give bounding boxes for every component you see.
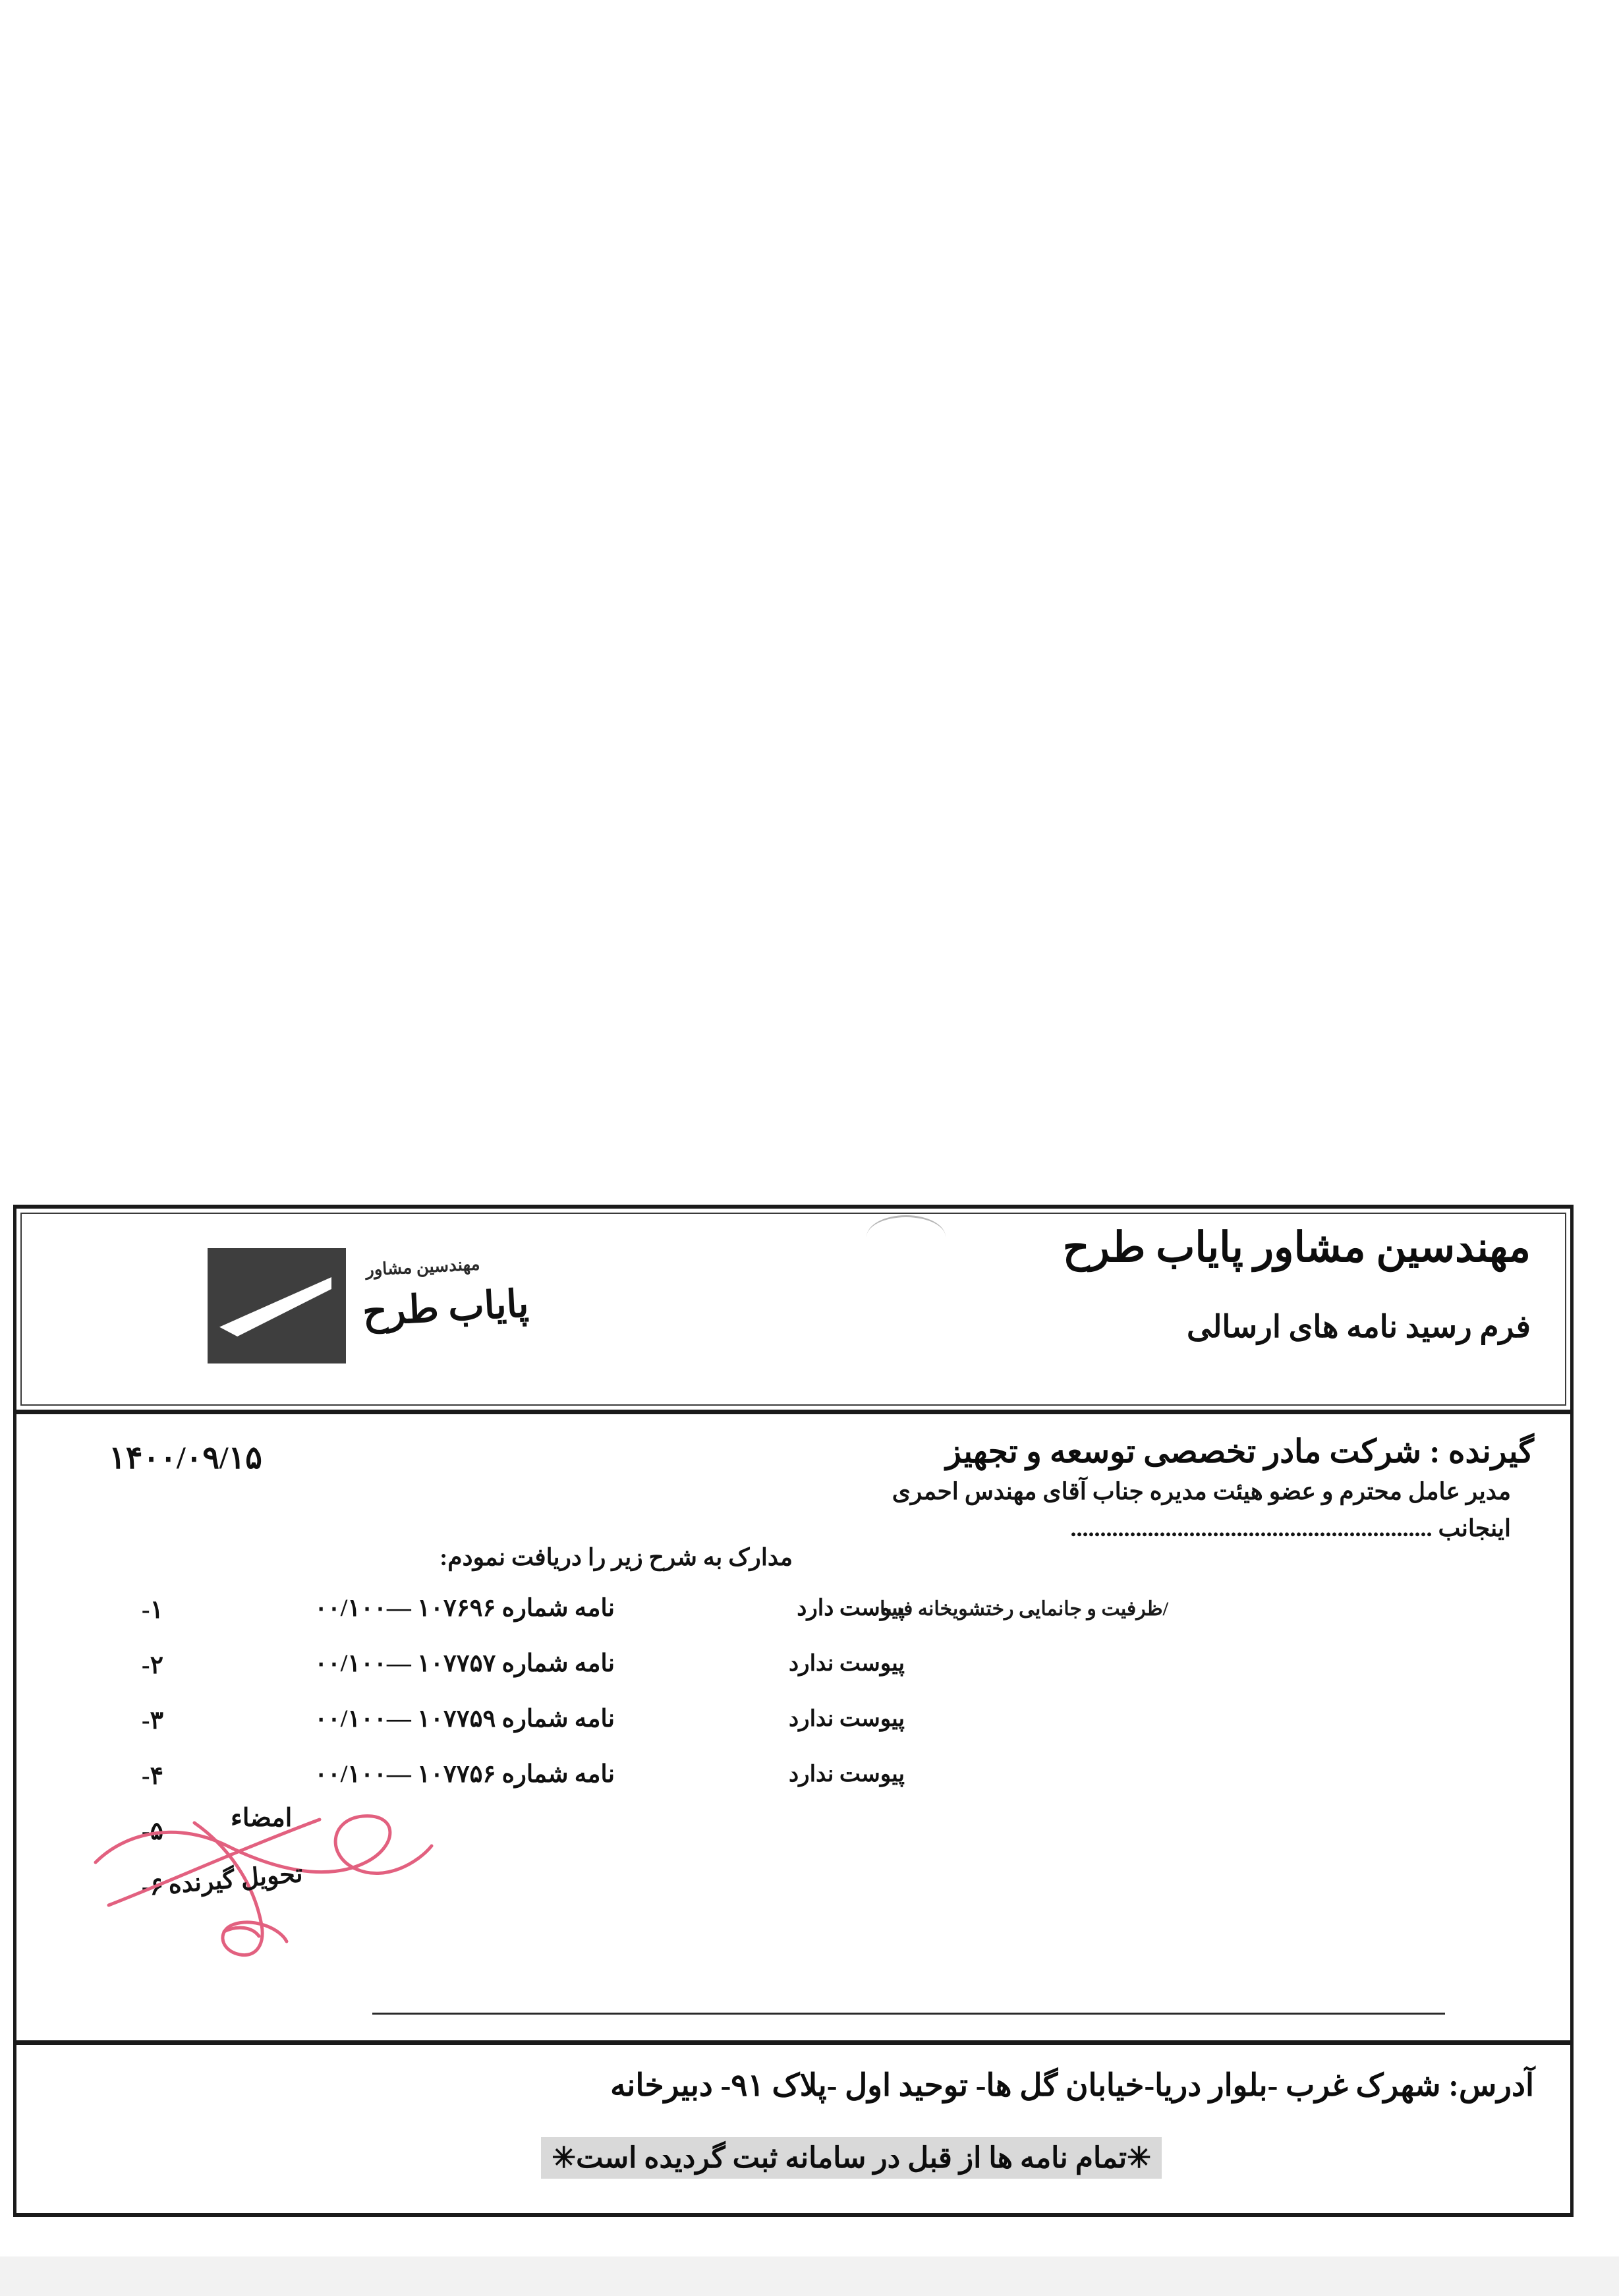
divider [372,2013,1445,2015]
item-attachment: پیوست ندارد [789,1762,905,1787]
form-footer [13,2040,1574,2217]
logo-text-big: پایاب طرح [361,1282,530,1334]
scan-edge-shadow [0,2256,1619,2296]
logo-mark-icon [208,1248,346,1363]
item-number: ۱- [141,1596,163,1624]
intro-line-secondary: مدارک به شرح زیر را دریافت نمودم: [440,1544,793,1570]
company-logo [168,1234,590,1372]
logo-text-small: مهندسین مشاور [365,1254,481,1280]
footer-address: آدرس: شهرک غرب -بلوار دریا-خیابان گل ها- توحید اول -پلاک ۹۱- دبیرخانه [610,2069,1534,2103]
company-title: مهندسین مشاور پایاب طرح [1062,1224,1531,1271]
receipt-form-sheet [13,1205,1574,2256]
item-letter-ref: نامه شماره ۱۰۷۶۹۶ —۰۰/۱۰۰ [314,1595,615,1622]
item-number: ۶- [141,1873,163,1901]
item-letter-ref: نامه شماره ۱۰۷۷۵۶ —۰۰/۱۰۰ [314,1761,615,1788]
item-note: /ظرفیت و جانمایی رختشویخانه فسا [880,1598,1168,1620]
signature-area [89,1796,497,1994]
list-item [10,1646,1570,1702]
item-attachment: پیوست ندارد [789,1707,905,1731]
item-letter-ref: نامه شماره ۱۰۷۷۵۹ —۰۰/۱۰۰ [314,1706,615,1733]
footer-note: ✳تمام نامه ها از قبل در سامانه ثبت گردیده است✳ [541,2137,1162,2179]
item-number: ۳- [141,1707,163,1735]
signature-label: امضاء [231,1804,293,1832]
form-body [13,1414,1574,2040]
item-number: ۴- [141,1762,163,1790]
form-header [13,1205,1574,1414]
document-date: ۱۴۰۰/۰۹/۱۵ [109,1441,262,1476]
form-subtitle: فرم رسید نامه های ارسالی [1186,1310,1531,1344]
item-number: ۲- [141,1651,163,1679]
list-item [10,1702,1570,1757]
item-letter-ref: نامه شماره ۱۰۷۷۵۷ —۰۰/۱۰۰ [314,1650,615,1677]
receiver-label: تحویل گیرنده [167,1860,304,1899]
list-item [10,1591,1570,1646]
intro-line: اینجانب ............................................................. [1070,1515,1511,1541]
item-number: ۵- [141,1818,163,1845]
item-attachment: پیوست دارد [797,1596,905,1621]
item-attachment: پیوست ندارد [789,1651,905,1676]
recipient-label: گیرنده : شرکت مادر تخصصی توسعه و تجهیز [946,1433,1534,1470]
recipient-role: مدیر عامل محترم و عضو هیئت مدیره جناب آقای مهندس احمری [892,1478,1511,1505]
